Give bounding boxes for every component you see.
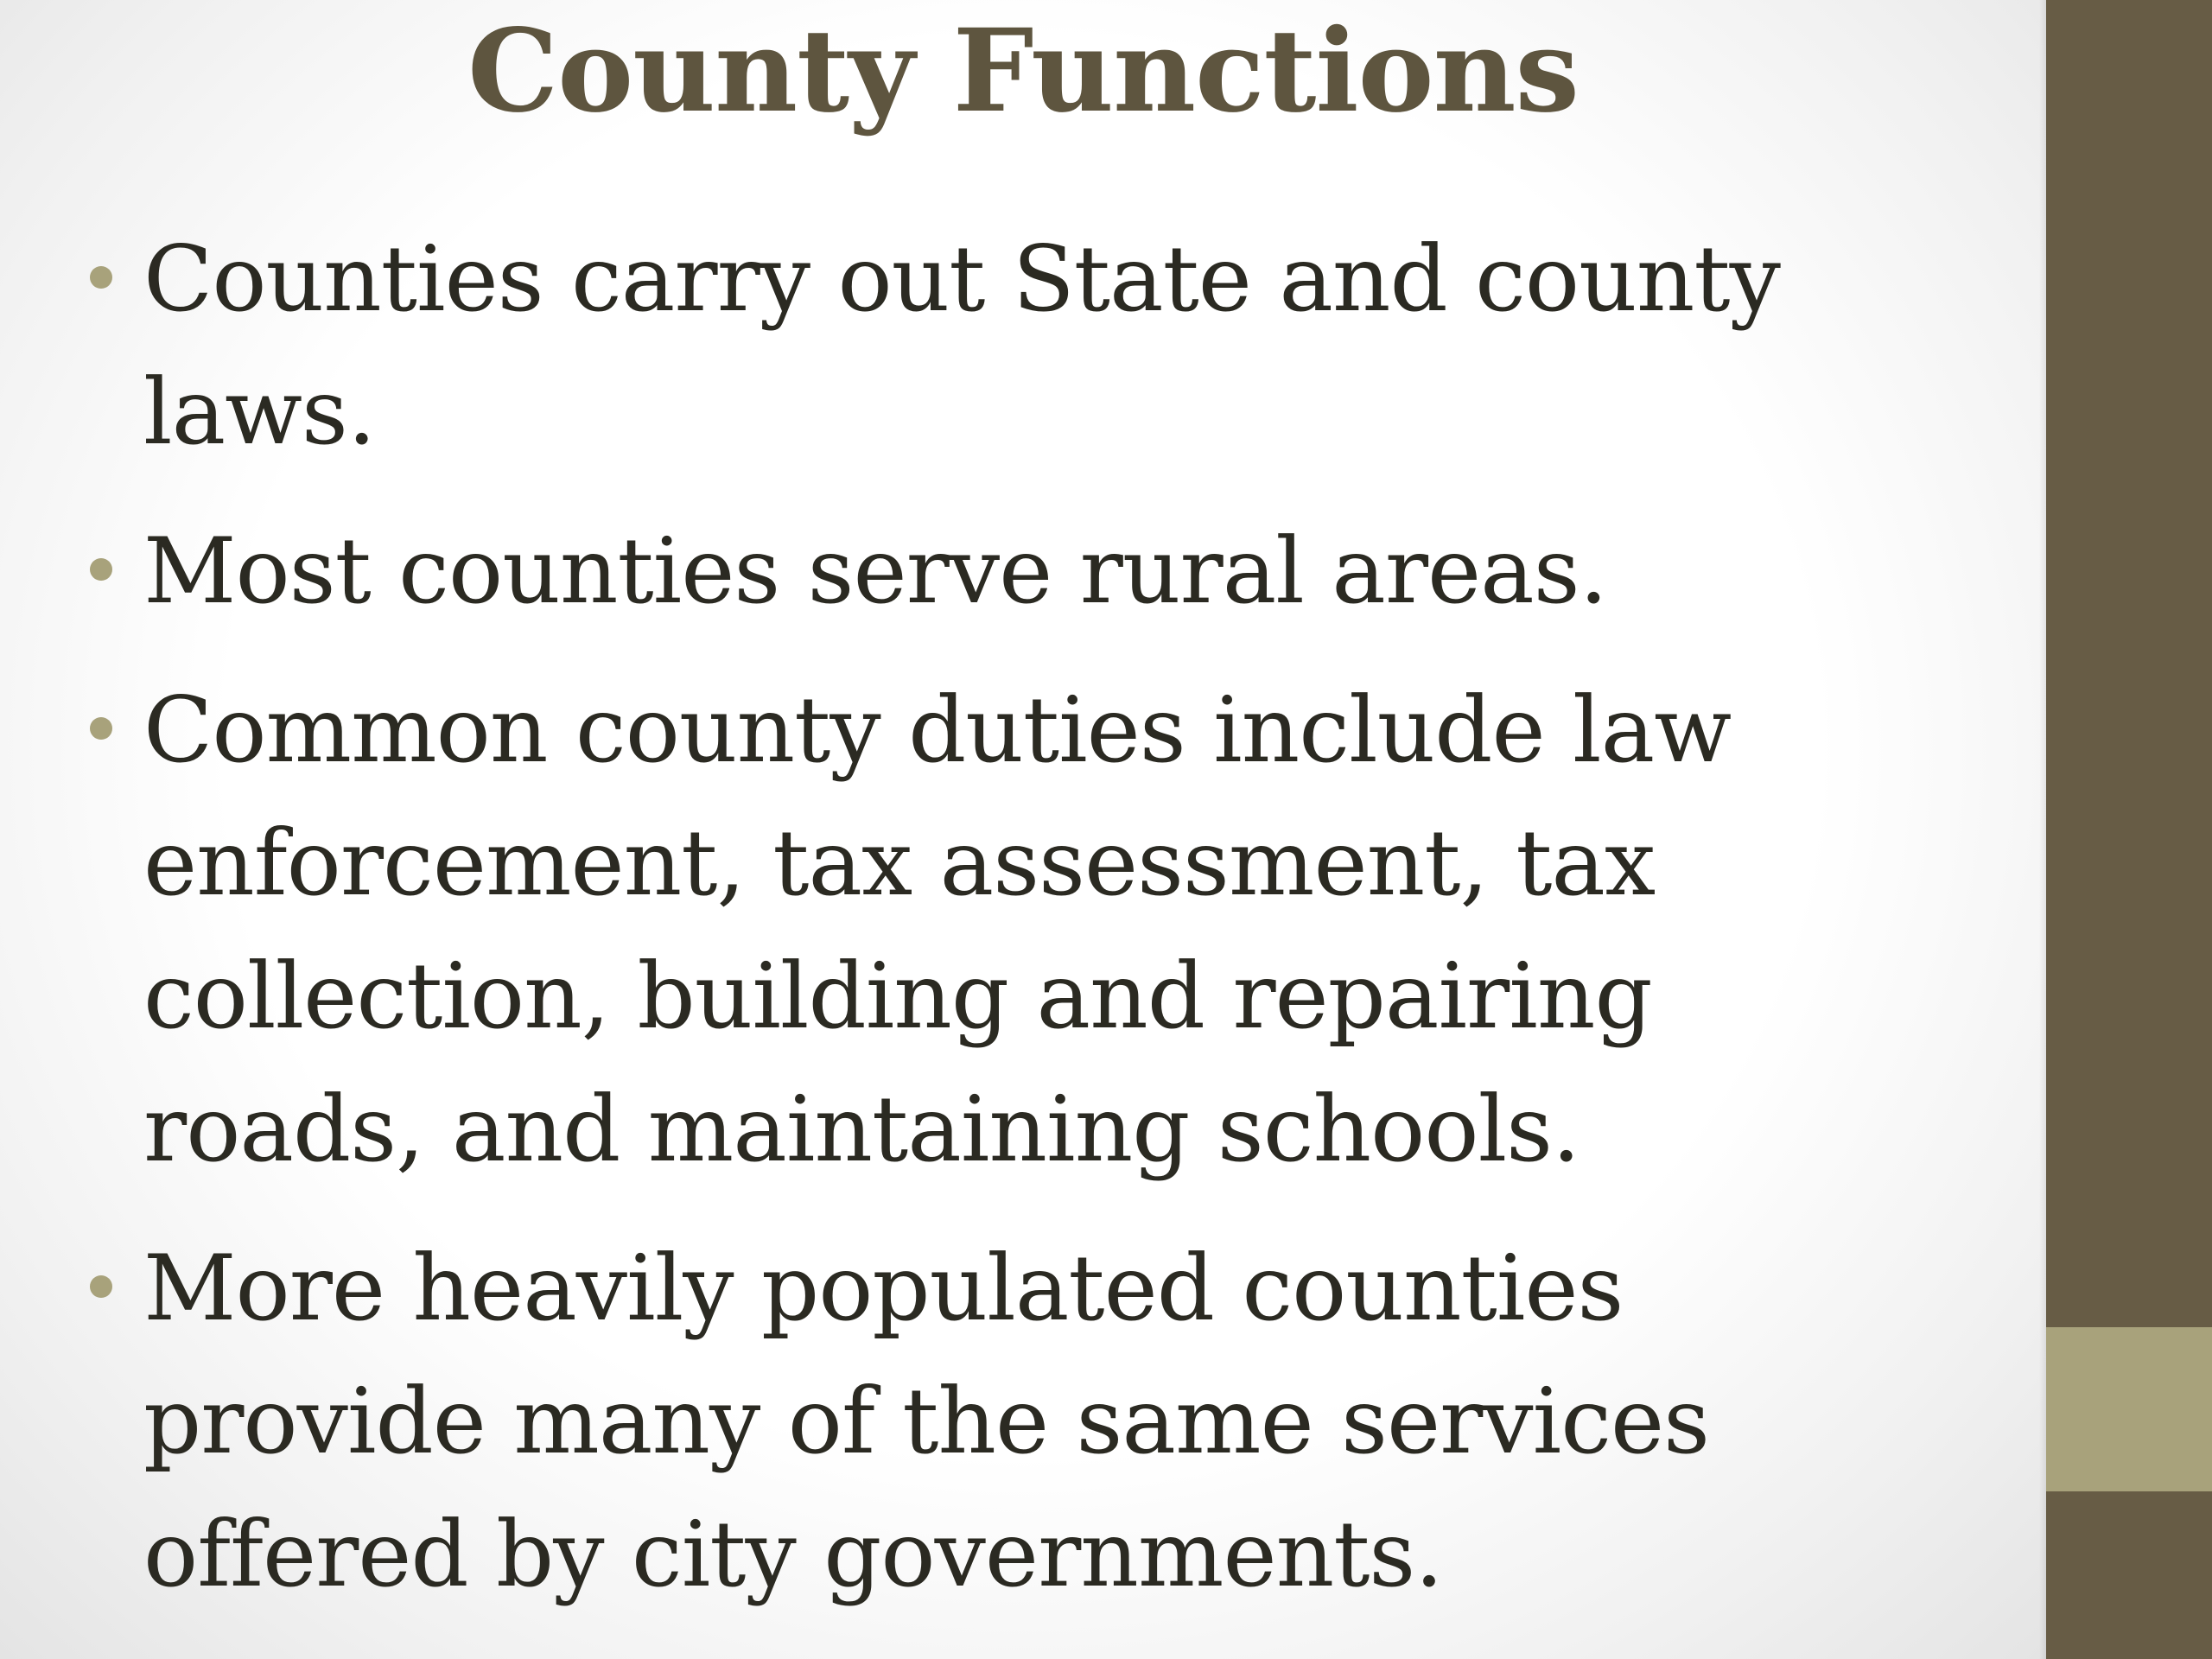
side-bar-shadow [2039,0,2046,1659]
bullet-item [86,213,1953,479]
bullet-dot-icon [90,266,112,289]
bullet-dot-icon [90,558,112,581]
bullet-item [86,1222,1953,1621]
side-bar-accent [2046,1327,2212,1491]
bullet-dot-icon [90,1275,112,1298]
slide-title: County Functions [467,4,1579,138]
bullet-item [86,505,1953,638]
bullet-item [86,664,1953,1196]
bullet-text: Most counties serve rural areas. [143,518,1608,624]
bullet-text: Counties carry out State and county laws. [143,226,1780,465]
bullet-list [86,213,1953,1647]
bullet-text: Common county duties include law enforcement, tax assessment, tax collection, building and repairing roads, and maintaining schools. [143,677,1732,1182]
bullet-text: More heavily populated counties provide many of the same services offered by city governments. [143,1236,1710,1607]
bullet-dot-icon [90,717,112,740]
